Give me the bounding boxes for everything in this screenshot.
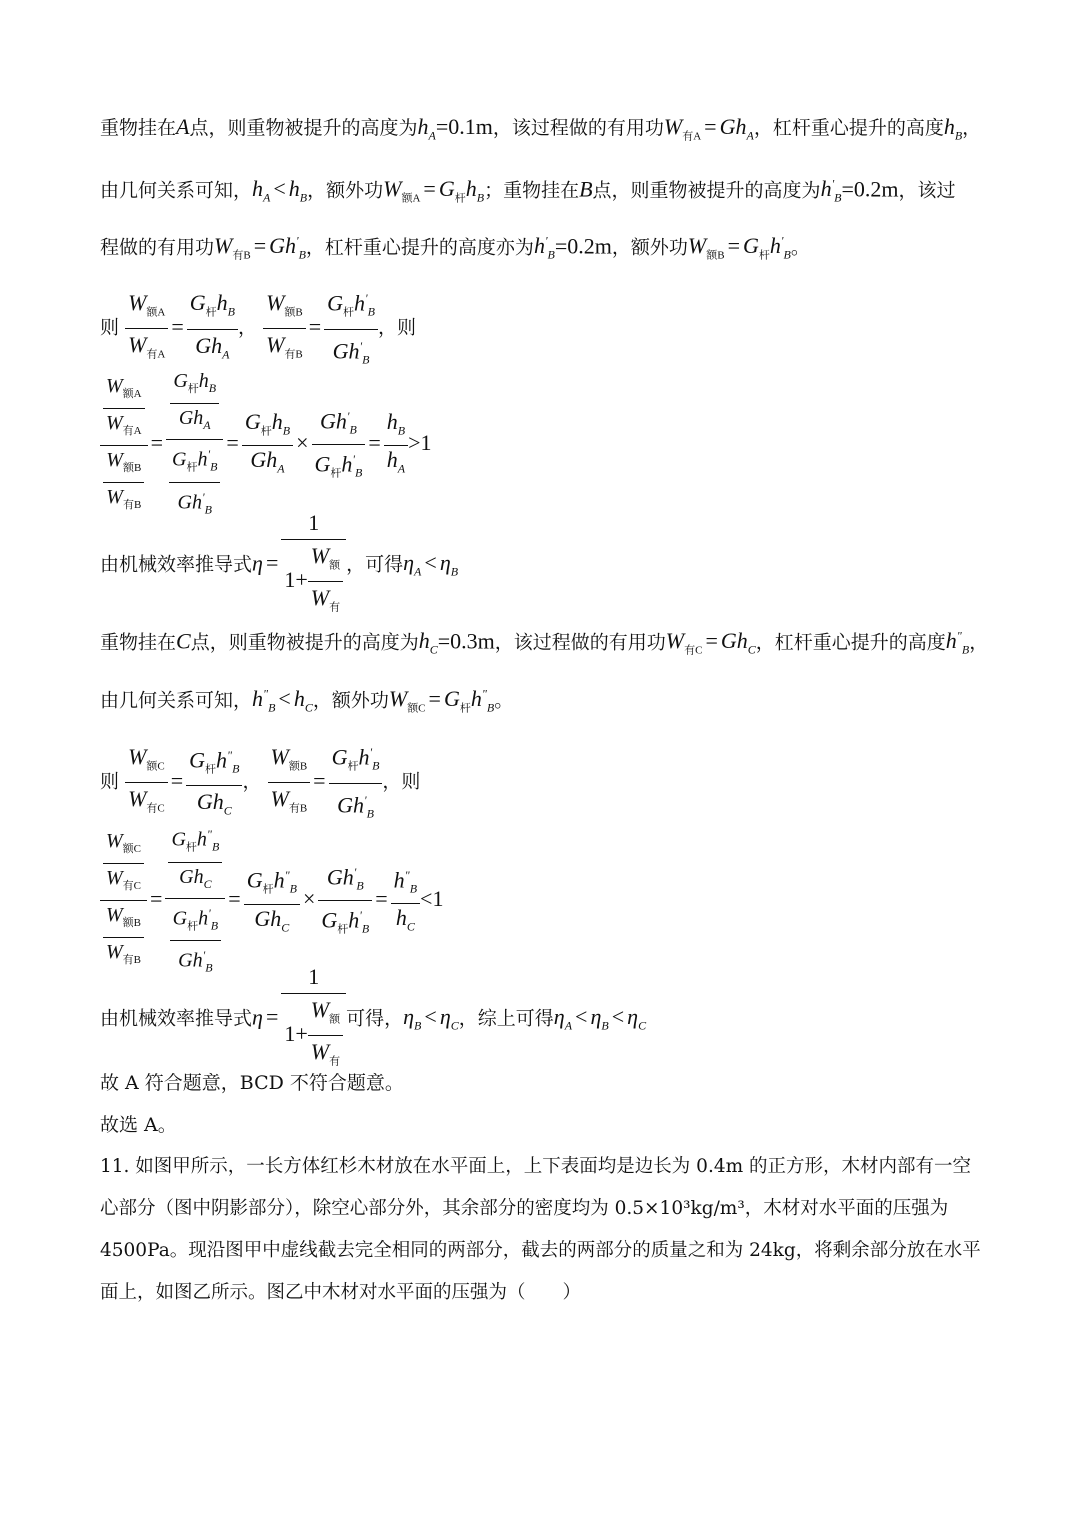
para2-line2: 由几何关系可知，$h^"_B < h_C$，额外功$W_{额C} = G_杆h^"_B$。: [100, 686, 514, 715]
compound-ratio-2: $\frac{\frac{W_{额C}}{W_{有C}}}{\frac{W_{额B}}{W_{有B}}}$ = $\frac{\frac{G_杆h^"_B}{Gh_C}}{\frac{G_杆h'_B}{Gh'_B}}$ = $\frac{G_杆h^"_B}{Gh_C}$ × $\frac{Gh'_B}{G_杆h'_B}$ = $\frac{h^"_B}{h_C}$ <1: [100, 821, 443, 981]
efficiency-formula-1: 由机械效率推导式η = 1 1+ $\frac{W_额}{W_有}$ ，可得$\eta_A < \eta_B$: [100, 510, 459, 614]
question-11-text: 11. 如图甲所示，一长方体红杉木材放在水平面上，上下表面均是边长为 0.4m 的正方形，木材内部有一空心部分（图中阴影部分），除空心部分外，其余部分的密度均为 0.5×10³kg/m³，木材对水平面的压强为 4500Pa。现沿图甲中虚线截去完全相同的两部分，截去的两部分的质量之和为 24kg，将剩余部分放在水平面上，如图乙所示。图乙中木材对水平面的压强为（ ）: [100, 1156, 981, 1303]
compound-ratio-1: $\frac{\frac{W_{额A}}{W_{有A}}}{\frac{W_{额B}}{W_{有B}}}$ = $\frac{\frac{G_杆h_B}{Gh_A}}{\frac{G_杆h'_B}{Gh'_B}}$ = $\frac{G_杆h_B}{Gh_A}$ × $\frac{Gh'_B}{G_杆h'_B}$ = $\frac{h_B}{h_A}$ >1: [100, 368, 432, 522]
efficiency-formula-2: 由机械效率推导式η = 1 1+ $\frac{W_额}{W_有}$ 可得，$\eta_B < \eta_C$，综上可得$\eta_A < \eta_B < \eta_C$: [100, 964, 647, 1068]
para2-line1: 重物挂在C点，则重物被提升的高度为$h_C=0.3m$，该过程做的有用功$W_{有C} = Gh_C$，杠杆重心提升的高度$h^"_B$，: [100, 628, 989, 657]
ratio-equations-1: 则 $\frac{W_{额A}}{W_{有A}}$ = $\frac{G_杆h_B}{Gh_A}$ ， $\frac{W_{额B}}{W_{有B}}$ = $\frac{G_杆h'_B}{Gh'_B}$ ，则: [100, 283, 416, 374]
ratio-equations-2: 则 $\frac{W_{额C}}{W_{有C}}$ = $\frac{G_杆h^"_B}{Gh_C}$ ， $\frac{W_{额B}}{W_{有B}}$ = $\frac{G_杆h'_B}{Gh'_B}$ ，则: [100, 737, 420, 828]
conclusion-text: 故 A 符合题意，BCD 不符合题意。: [100, 1072, 404, 1094]
para1-line1: 重物挂在A点，则重物被提升的高度为$h_A=0.1m$，该过程做的有用功$W_{有A} = Gh_A$，杠杆重心提升的高度$h_B$，: [100, 114, 982, 143]
answer-choice: 故选 A。: [100, 1114, 177, 1136]
para1-line3: 程做的有用功$W_{有B} = Gh'_B$，杠杆重心提升的高度亦为$h'_B=0.2m$，额外功$W_{额B} = G_杆h'_B$。: [100, 233, 810, 262]
para1-line2: 由几何关系可知，$h_A < h_B$，额外功$W_{额A} = G_杆h_B$；重物挂在B点，则重物被提升的高度为$h'_B=0.2m$，该过: [100, 176, 956, 205]
